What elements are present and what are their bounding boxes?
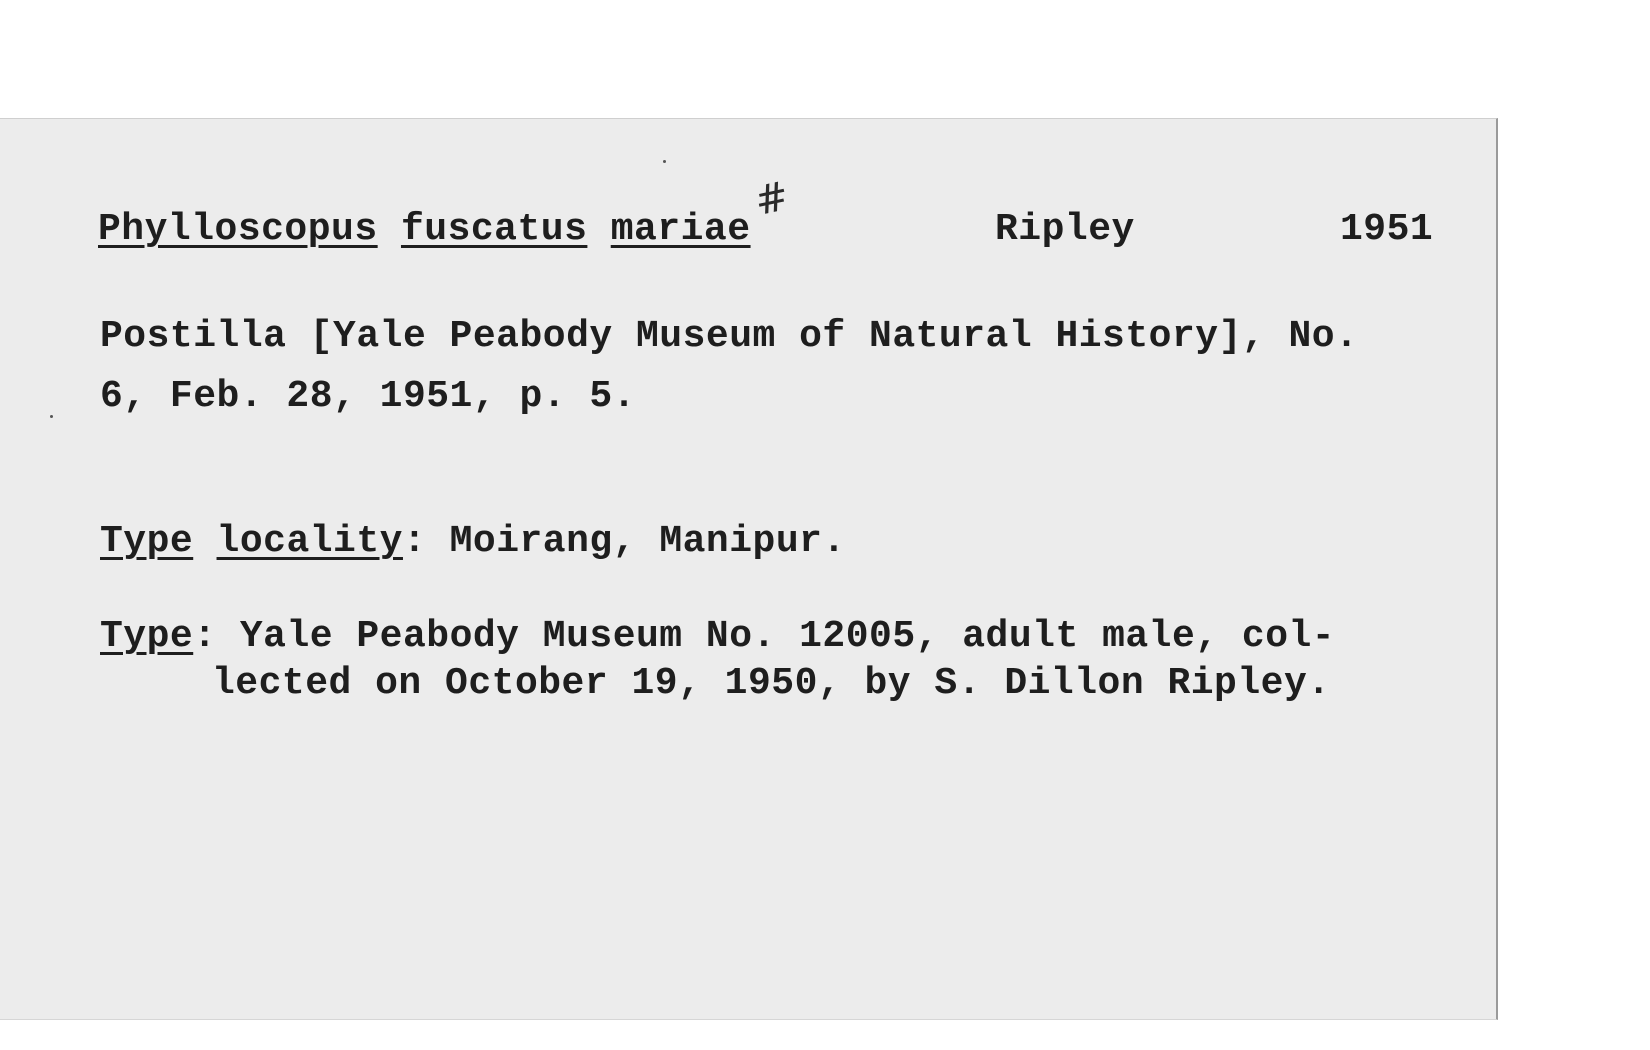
type-text-1: Yale Peabody Museum No. 12005, adult male, col- bbox=[216, 615, 1336, 658]
subspecies-name: mariae bbox=[610, 208, 751, 251]
type-separator: : bbox=[193, 615, 217, 658]
type-locality-label-word2: locality bbox=[216, 520, 403, 563]
heading-year: 1951 bbox=[1340, 208, 1434, 251]
index-card bbox=[0, 118, 1498, 1020]
heading-scientific-name bbox=[98, 208, 751, 251]
type-locality-label-word1: Type bbox=[100, 520, 194, 563]
type-line-1 bbox=[100, 615, 1335, 658]
genus-name: Phylloscopus bbox=[98, 208, 378, 251]
type-label: Type bbox=[100, 615, 194, 658]
dust-speck bbox=[50, 415, 53, 418]
heading-author: Ripley bbox=[995, 208, 1135, 251]
citation-line-2: 6, Feb. 28, 1951, p. 5. bbox=[100, 375, 636, 418]
type-locality-separator: : bbox=[402, 520, 427, 563]
dust-speck bbox=[663, 160, 666, 163]
citation-line-1: Postilla [Yale Peabody Museum of Natural History], No. bbox=[100, 315, 1359, 358]
type-locality-value: Moirang, Manipur. bbox=[426, 520, 846, 563]
species-name: fuscatus bbox=[400, 208, 588, 251]
type-locality-line bbox=[100, 520, 846, 563]
handwritten-hash-mark: # bbox=[750, 173, 793, 225]
type-line-2: lected on October 19, 1950, by S. Dillon Ripley. bbox=[212, 662, 1331, 705]
